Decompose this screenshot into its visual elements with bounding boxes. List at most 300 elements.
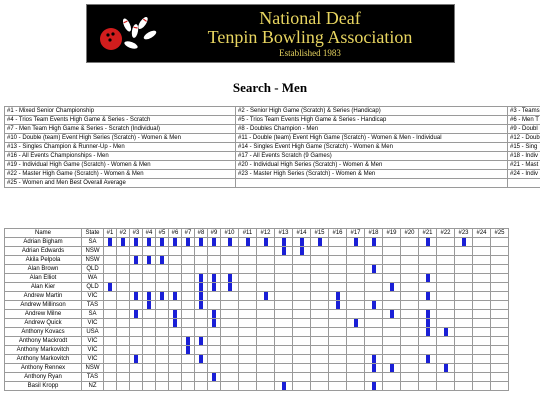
legend-cell: #19 - Individual High Game (Scratch) - Women & Men [5, 161, 236, 170]
legend-row [5, 179, 540, 188]
event-cell [104, 274, 117, 283]
event-cell [491, 364, 509, 373]
event-cell [383, 382, 401, 391]
event-cell [347, 319, 365, 328]
event-participation-marker[interactable] [264, 292, 268, 300]
event-participation-marker[interactable] [212, 319, 216, 327]
results-table [4, 228, 509, 391]
event-cell [401, 337, 419, 346]
event-cell [293, 364, 311, 373]
event-participation-marker[interactable] [147, 292, 151, 300]
event-cell [117, 355, 130, 364]
column-header-event: #18 [365, 229, 383, 238]
event-participation-marker[interactable] [228, 274, 232, 282]
event-cell [437, 238, 455, 247]
event-cell [117, 382, 130, 391]
event-cell [130, 283, 143, 292]
event-cell [156, 265, 169, 274]
event-cell [455, 274, 473, 283]
event-cell [221, 373, 239, 382]
event-cell [208, 319, 221, 328]
event-participation-marker[interactable] [282, 382, 286, 390]
event-cell [329, 337, 347, 346]
event-participation-marker[interactable] [372, 265, 376, 273]
column-header-event: #19 [383, 229, 401, 238]
event-cell [455, 373, 473, 382]
event-participation-marker[interactable] [199, 292, 203, 300]
event-cell [473, 319, 491, 328]
event-participation-marker[interactable] [160, 238, 164, 246]
page-title: Search - Men [232, 80, 308, 95]
event-cell [473, 238, 491, 247]
event-cell [455, 256, 473, 265]
event-cell [156, 292, 169, 301]
event-cell [329, 274, 347, 283]
event-participation-marker[interactable] [147, 256, 151, 264]
event-participation-marker[interactable] [444, 364, 448, 372]
event-participation-marker[interactable] [186, 346, 190, 354]
event-cell [275, 328, 293, 337]
event-cell [169, 355, 182, 364]
event-participation-marker[interactable] [121, 238, 125, 246]
event-cell [491, 274, 509, 283]
bowler-name[interactable]: Anthony Kovacs [5, 328, 82, 337]
event-cell [195, 283, 208, 292]
event-cell [156, 355, 169, 364]
event-cell [383, 256, 401, 265]
bowler-name[interactable]: Adrian Bigham [5, 238, 82, 247]
event-participation-marker[interactable] [336, 292, 340, 300]
bowler-state: SA [82, 310, 104, 319]
event-cell [130, 382, 143, 391]
table-row [5, 265, 509, 274]
event-participation-marker[interactable] [212, 283, 216, 291]
event-cell [383, 328, 401, 337]
event-participation-marker[interactable] [372, 301, 376, 309]
event-cell [491, 238, 509, 247]
event-participation-marker[interactable] [336, 301, 340, 309]
table-row [5, 319, 509, 328]
event-cell [455, 292, 473, 301]
bowler-state: VIC [82, 355, 104, 364]
event-cell [347, 283, 365, 292]
event-participation-marker[interactable] [147, 301, 151, 309]
event-participation-marker[interactable] [212, 274, 216, 282]
event-cell [239, 283, 257, 292]
event-participation-marker[interactable] [108, 238, 112, 246]
event-cell [491, 283, 509, 292]
legend-cell: #4 - Trios Team Events High Game & Series - Scratch [5, 116, 236, 125]
event-participation-marker[interactable] [318, 238, 322, 246]
event-participation-marker[interactable] [390, 310, 394, 318]
event-cell [419, 247, 437, 256]
event-cell [182, 337, 195, 346]
event-cell [365, 355, 383, 364]
event-participation-marker[interactable] [426, 310, 430, 318]
event-cell [169, 364, 182, 373]
event-cell [401, 319, 419, 328]
event-cell [195, 247, 208, 256]
bowler-state: QLD [82, 283, 104, 292]
bowler-name[interactable]: Alan Elliot [5, 274, 82, 283]
event-participation-marker[interactable] [199, 355, 203, 363]
event-cell [182, 301, 195, 310]
event-cell [401, 328, 419, 337]
bowler-name[interactable]: Alan Kier [5, 283, 82, 292]
table-row [5, 283, 509, 292]
event-cell [275, 319, 293, 328]
event-participation-marker[interactable] [134, 256, 138, 264]
event-cell [401, 247, 419, 256]
bowler-name[interactable]: Andrew Millinson [5, 301, 82, 310]
event-cell [156, 319, 169, 328]
event-cell [117, 337, 130, 346]
event-cell [383, 373, 401, 382]
legend-row [5, 152, 540, 161]
banner-title-line2: Tenpin Bowling Association [207, 27, 413, 47]
event-cell [169, 283, 182, 292]
event-cell [104, 382, 117, 391]
event-cell [419, 301, 437, 310]
event-participation-marker[interactable] [300, 247, 304, 255]
event-cell [437, 382, 455, 391]
event-cell [156, 301, 169, 310]
event-cell [401, 310, 419, 319]
event-participation-marker[interactable] [426, 355, 430, 363]
event-cell [419, 265, 437, 274]
event-cell [311, 355, 329, 364]
event-cell [221, 301, 239, 310]
event-cell [104, 364, 117, 373]
event-cell [156, 328, 169, 337]
column-header-event: #5 [156, 229, 169, 238]
event-cell [182, 355, 195, 364]
event-cell [104, 265, 117, 274]
legend-cell: #8 - Doubles Champion - Men [236, 125, 508, 134]
event-cell [169, 256, 182, 265]
event-participation-marker[interactable] [282, 247, 286, 255]
event-cell [208, 283, 221, 292]
event-cell [347, 364, 365, 373]
column-header-event: #1 [104, 229, 117, 238]
event-participation-marker[interactable] [186, 238, 190, 246]
event-cell [195, 355, 208, 364]
bowler-name[interactable]: Andrew Martin [5, 292, 82, 301]
event-participation-marker[interactable] [372, 355, 376, 363]
event-cell [156, 364, 169, 373]
event-cell [293, 373, 311, 382]
event-participation-marker[interactable] [199, 274, 203, 282]
bowler-name[interactable]: Andrew Milne [5, 310, 82, 319]
event-cell [208, 238, 221, 247]
event-cell [491, 373, 509, 382]
event-cell [130, 346, 143, 355]
event-participation-marker[interactable] [390, 364, 394, 372]
event-participation-marker[interactable] [199, 283, 203, 291]
event-cell [104, 328, 117, 337]
event-cell [365, 265, 383, 274]
event-participation-marker[interactable] [246, 238, 250, 246]
legend-cell: #16 - All Events Championships - Men [5, 152, 236, 161]
event-cell [143, 382, 156, 391]
event-cell [401, 265, 419, 274]
event-cell [239, 292, 257, 301]
event-cell [239, 310, 257, 319]
event-cell [117, 238, 130, 247]
event-cell [117, 283, 130, 292]
event-cell [169, 310, 182, 319]
event-participation-marker[interactable] [173, 319, 177, 327]
event-participation-marker[interactable] [134, 310, 138, 318]
event-cell [383, 292, 401, 301]
event-cell [182, 265, 195, 274]
event-participation-marker[interactable] [160, 292, 164, 300]
event-participation-marker[interactable] [212, 373, 216, 381]
event-cell [455, 310, 473, 319]
event-cell [437, 310, 455, 319]
event-cell [169, 328, 182, 337]
event-cell [473, 301, 491, 310]
bowler-name[interactable]: Anthony Ryan [5, 373, 82, 382]
event-cell [257, 382, 275, 391]
event-cell [491, 310, 509, 319]
event-participation-marker[interactable] [212, 238, 216, 246]
event-participation-marker[interactable] [173, 292, 177, 300]
event-cell [130, 364, 143, 373]
event-cell [195, 364, 208, 373]
event-cell [130, 238, 143, 247]
bowler-name[interactable]: Anthony Markovitch [5, 355, 82, 364]
event-participation-marker[interactable] [300, 238, 304, 246]
event-cell [437, 337, 455, 346]
event-cell [365, 346, 383, 355]
event-cell [383, 355, 401, 364]
event-cell [491, 346, 509, 355]
bowler-name[interactable]: Anthony Mackrodt [5, 337, 82, 346]
event-participation-marker[interactable] [147, 238, 151, 246]
bowler-name[interactable]: Adrian Edwards [5, 247, 82, 256]
bowler-state: NSW [82, 256, 104, 265]
event-cell [473, 256, 491, 265]
event-cell [473, 337, 491, 346]
event-participation-marker[interactable] [444, 328, 448, 336]
column-header-event: #15 [311, 229, 329, 238]
event-participation-marker[interactable] [426, 328, 430, 336]
event-cell [347, 238, 365, 247]
event-participation-marker[interactable] [199, 337, 203, 345]
bowler-state: QLD [82, 265, 104, 274]
event-cell [104, 346, 117, 355]
event-cell [383, 346, 401, 355]
event-cell [275, 292, 293, 301]
event-participation-marker[interactable] [426, 292, 430, 300]
event-cell [257, 364, 275, 373]
banner-title-line1: National Deaf [259, 8, 361, 28]
banner-title [169, 9, 451, 59]
event-cell [143, 328, 156, 337]
event-cell [239, 364, 257, 373]
event-cell [311, 319, 329, 328]
event-cell [143, 310, 156, 319]
event-cell [365, 292, 383, 301]
event-cell [208, 382, 221, 391]
event-cell [311, 310, 329, 319]
column-header-event: #11 [239, 229, 257, 238]
event-cell [257, 301, 275, 310]
event-cell [401, 274, 419, 283]
event-participation-marker[interactable] [426, 274, 430, 282]
event-cell [329, 265, 347, 274]
event-cell [257, 265, 275, 274]
event-cell [208, 337, 221, 346]
event-cell [491, 292, 509, 301]
event-cell [419, 382, 437, 391]
event-cell [365, 382, 383, 391]
event-cell [473, 283, 491, 292]
event-participation-marker[interactable] [372, 238, 376, 246]
event-participation-marker[interactable] [160, 256, 164, 264]
event-cell [117, 346, 130, 355]
event-participation-marker[interactable] [426, 319, 430, 327]
event-cell [473, 355, 491, 364]
event-participation-marker[interactable] [372, 382, 376, 390]
event-cell [156, 256, 169, 265]
event-cell [169, 301, 182, 310]
event-cell [257, 319, 275, 328]
legend-cell: #1 - Mixed Senior Championship [5, 107, 236, 116]
event-cell [143, 283, 156, 292]
event-cell [130, 337, 143, 346]
event-participation-marker[interactable] [199, 238, 203, 246]
event-participation-marker[interactable] [186, 337, 190, 345]
event-cell [117, 274, 130, 283]
event-cell [104, 292, 117, 301]
event-participation-marker[interactable] [390, 283, 394, 291]
event-cell [455, 328, 473, 337]
legend-cell: #17 - All Events Scratch (9 Games) [236, 152, 508, 161]
bowler-name[interactable]: Andrew Quick [5, 319, 82, 328]
event-participation-marker[interactable] [108, 283, 112, 291]
column-header-event: #7 [182, 229, 195, 238]
event-cell [311, 373, 329, 382]
event-cell [130, 292, 143, 301]
event-cell [491, 337, 509, 346]
event-cell [311, 283, 329, 292]
event-participation-marker[interactable] [426, 238, 430, 246]
table-row [5, 256, 509, 265]
legend-cell: #13 - Singles Champion & Runner-Up - Men [5, 143, 236, 152]
bowler-name[interactable]: Alan Brown [5, 265, 82, 274]
event-cell [195, 274, 208, 283]
event-cell [473, 274, 491, 283]
event-cell [437, 274, 455, 283]
event-cell [257, 238, 275, 247]
event-cell [401, 373, 419, 382]
event-cell [329, 247, 347, 256]
table-row [5, 364, 509, 373]
event-cell [455, 355, 473, 364]
column-header-event: #25 [491, 229, 509, 238]
event-participation-marker[interactable] [228, 283, 232, 291]
event-participation-marker[interactable] [264, 238, 268, 246]
event-participation-marker[interactable] [282, 238, 286, 246]
event-cell [130, 310, 143, 319]
event-cell [208, 373, 221, 382]
event-cell [329, 373, 347, 382]
bowler-name[interactable]: Anthony Rennex [5, 364, 82, 373]
event-cell [347, 373, 365, 382]
event-cell [329, 382, 347, 391]
event-cell [419, 256, 437, 265]
bowler-state: TAS [82, 373, 104, 382]
event-cell [257, 247, 275, 256]
event-participation-marker[interactable] [372, 364, 376, 372]
event-cell [419, 346, 437, 355]
legend-cell: #23 - Master High Series (Scratch) - Women & Men [236, 170, 508, 179]
event-cell [293, 256, 311, 265]
event-cell [329, 310, 347, 319]
event-participation-marker[interactable] [228, 238, 232, 246]
event-cell [143, 346, 156, 355]
legend-row [5, 170, 540, 179]
bowler-state: VIC [82, 292, 104, 301]
event-cell [104, 247, 117, 256]
event-participation-marker[interactable] [173, 310, 177, 318]
event-cell [311, 265, 329, 274]
event-cell [347, 265, 365, 274]
event-cell [169, 238, 182, 247]
event-participation-marker[interactable] [462, 238, 466, 246]
event-cell [195, 292, 208, 301]
legend-cell: #12 - Doub [508, 134, 540, 143]
column-header-event: #2 [117, 229, 130, 238]
event-participation-marker[interactable] [134, 238, 138, 246]
event-cell [208, 355, 221, 364]
event-cell [437, 355, 455, 364]
bowler-name[interactable]: Anthony Markovitch [5, 346, 82, 355]
event-cell [473, 310, 491, 319]
event-participation-marker[interactable] [354, 238, 358, 246]
bowler-name[interactable]: Akila Pelpola [5, 256, 82, 265]
event-participation-marker[interactable] [199, 301, 203, 309]
event-participation-marker[interactable] [173, 238, 177, 246]
table-row [5, 238, 509, 247]
event-cell [365, 301, 383, 310]
event-cell [143, 265, 156, 274]
event-cell [143, 301, 156, 310]
event-cell [365, 247, 383, 256]
event-cell [491, 382, 509, 391]
event-cell [437, 301, 455, 310]
event-participation-marker[interactable] [212, 310, 216, 318]
event-cell [311, 256, 329, 265]
event-cell [239, 355, 257, 364]
event-cell [455, 382, 473, 391]
event-participation-marker[interactable] [134, 292, 138, 300]
table-row [5, 328, 509, 337]
table-row [5, 382, 509, 391]
event-cell [365, 328, 383, 337]
event-cell [169, 346, 182, 355]
event-cell [221, 256, 239, 265]
bowler-name[interactable]: Basil Kropp [5, 382, 82, 391]
legend-cell: #5 - Trios Team Events High Game & Series - Handicap [236, 116, 508, 125]
event-participation-marker[interactable] [354, 319, 358, 327]
event-cell [275, 283, 293, 292]
event-participation-marker[interactable] [134, 355, 138, 363]
event-cell [401, 301, 419, 310]
event-cell [156, 274, 169, 283]
